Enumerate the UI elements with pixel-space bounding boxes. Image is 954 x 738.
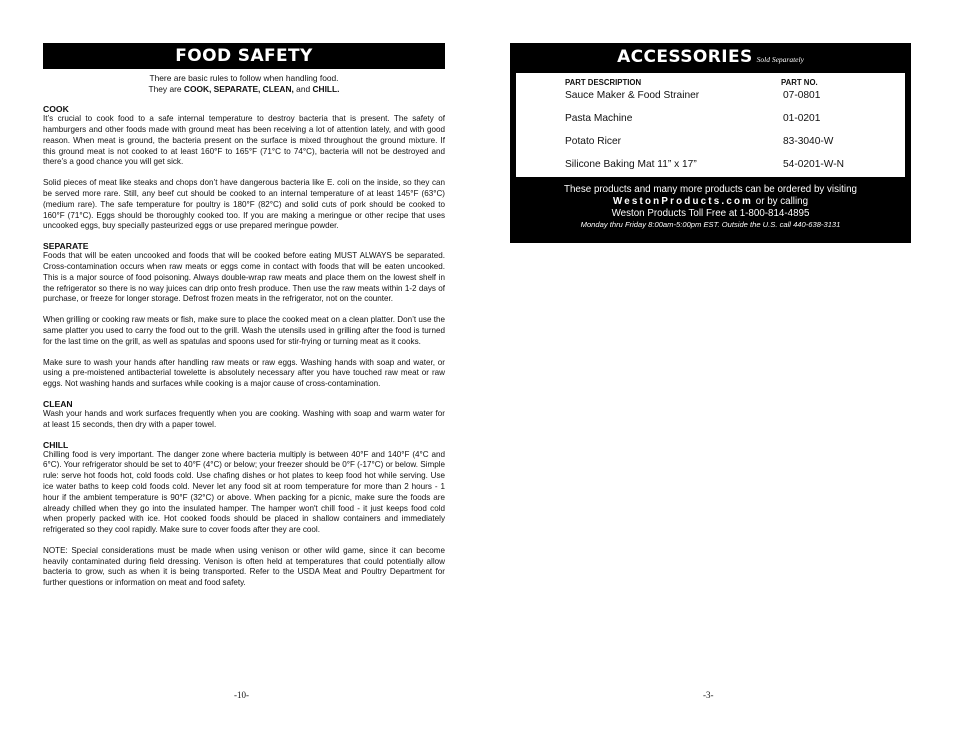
intro-and: and (293, 83, 313, 94)
or-calling-text: or by calling (753, 196, 809, 207)
separate-paragraph: When grilling or cooking raw meats or fish, make sure to place the cooked meat on a clean platter. Don’t use the same platter you used to carry the food out to the grill. Wash the utensils used in grilling after the food is turned for the last time on the grill, as well as spatulas and spoons used for stir-frying or turning meat as it cooks. (43, 315, 445, 346)
cook-paragraph: Solid pieces of meat like steaks and chops don’t have dangerous bacteria like E. coli on the inside, so they can be served more rare. Still, any beef cut should be cooked to an internal temperature of at least 145°F (63°C) (medium rare). The safe temperature for poultry is 180°F (82°C) and solid cuts of pork should be cooked to 160°F (71°C). Eggs should be thoroughly cooked too. If you are making a meringue or other recipe that uses uncooked eggs, buy specially pasteurized eggs or use prepared meringue powder. (43, 178, 445, 231)
table-row-part-no: 07-0801 (783, 90, 821, 101)
separate-paragraph: Make sure to wash your hands after handling raw meats or raw eggs. Washing hands with soap and water, or using a pre-moistened antibacterial towelette is absolutely necessary after you have touched raw meat or raw eggs. Not washing hands and surfaces while cooking is a major cause of cross-contamination. (43, 357, 445, 389)
separate-paragraph: Foods that will be eaten uncooked and foods that will be cooked before eating MUST ALWAYS be separated. Cross-contamination occurs when raw meats or eggs come in contact with foods that will be eaten uncooked. This is a major source of food poisoning. Always double-wrap raw meats and place them on the lowest shelf in the refrigerator so there is no way juices can drip onto fresh produce. Then use the raw meats within 1-2 days of purchase, or freeze for longer storage. Defrost frozen meats in the refrigerator, not on the counter. (43, 251, 445, 304)
accessories-title: ACCESSORIES (617, 47, 753, 67)
accessories-footer (510, 184, 911, 230)
intro-line-1: There are basic rules to follow when handling food. (149, 73, 339, 83)
table-row-description: Potato Ricer (565, 136, 622, 147)
col-header-part-no: PART NO. (781, 78, 818, 87)
accessories-table (516, 73, 905, 177)
table-row-description: Sauce Maker & Food Strainer (565, 90, 700, 101)
table-row-part-no: 54-0201-W-N (783, 159, 844, 170)
accessories-subtitle: Sold Separately (756, 55, 804, 64)
table-row-description: Pasta Machine (565, 113, 633, 124)
toll-free-phone: Weston Products Toll Free at 1-800-814-4895 (611, 208, 810, 219)
intro-rules: COOK, SEPARATE, CLEAN, (183, 83, 294, 94)
food-safety-intro (43, 73, 445, 94)
page-number-right: -3- (703, 690, 714, 700)
cook-paragraph: It’s crucial to cook food to a safe internal temperature to destroy bacteria that is present. The safety of hamburgers and other foods made with ground meat has been receiving a lot of attention lately, and with good reason. When meat is ground, the bacteria present on the surface is mixed throughout the ground mixture. If this ground meat is not cooked to at least 160°F to 165°F (71°C to 74°C), bacteria will not be destroyed and there’s a good chance you will get sick. (43, 114, 445, 167)
table-row-part-no: 83-3040-W (783, 136, 834, 147)
page-number-left: -10- (234, 690, 249, 700)
chill-heading: CHILL (43, 439, 69, 450)
food-safety-page (43, 43, 445, 589)
table-row-part-no: 01-0201 (783, 113, 821, 124)
clean-heading: CLEAN (43, 398, 73, 409)
order-info-line: These products and many more products can be ordered by visiting (564, 184, 857, 195)
note-paragraph: NOTE: Special considerations must be made when using venison or other wild game, since it can become heavily contaminated during field dressing. Venison is often held at temperatures that could potentially allow bacteria to grow, such as when it is being transported. Refer to the USDA Meat and Poultry Department for further questions or information on meat and food safety. (43, 545, 445, 588)
intro-line-2 (43, 84, 445, 95)
separate-heading: SEPARATE (43, 241, 89, 252)
intro-prefix: They are (148, 83, 184, 94)
accessories-page (510, 43, 911, 243)
col-header-description: PART DESCRIPTION (565, 78, 642, 87)
website-line (510, 196, 911, 208)
clean-paragraph: Wash your hands and work surfaces frequently when you are cooking. Washing with soap and warm water for at least 15 seconds, then dry with a paper towel. (43, 408, 445, 429)
accessories-banner (510, 43, 911, 71)
cook-heading: COOK (43, 104, 69, 115)
accessories-panel (510, 43, 911, 243)
intro-chill: CHILL. (312, 83, 340, 94)
chill-paragraph: Chilling food is very important. The danger zone where bacteria multiply is between 40°F and 140°F (4°C and 6°C). Your refrigerator should be set to 40°F (4°C) or below; your freezer should be 0°F (-17°C) or below. Simple rule: serve hot foods hot, cold foods cold. Use chafing dishes or hot plates to keep food hot while serving. Use ice water baths to keep cold foods cold. Never let any food sit at room temperature for more than 2 hours - 1 hour if the ambient temperature is 90°F (32°C) or above. When packing for a picnic, make sure the foods are already chilled when they go into the insulated hamper. The hamper won't chill food - it just keeps food cold when properly packed with ice. Hot cooked foods should be placed in shallow containers and immediately refrigerated so they cool rapidly. Make sure to cover foods after they are cool. (43, 449, 445, 535)
table-row-description: Silicone Baking Mat 11” x 17” (565, 159, 697, 170)
food-safety-title: FOOD SAFETY (43, 43, 445, 69)
website-link[interactable]: WestonProducts.com (612, 196, 754, 207)
business-hours: Monday thru Friday 8:00am-5:00pm EST. Outside the U.S. call 440-638-3131 (580, 220, 841, 229)
